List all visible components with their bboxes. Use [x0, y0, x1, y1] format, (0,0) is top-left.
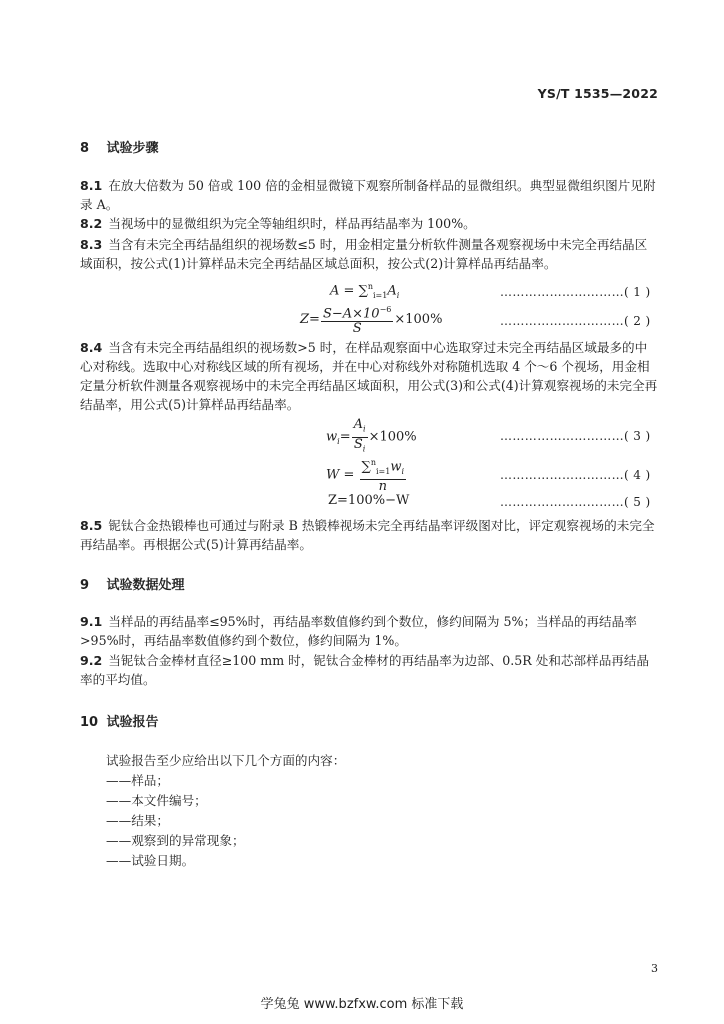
clause-text: 当含有未完全再结晶组织的视场数≤5 时，用金相定量分析软件测量各观察视场中未完全再结晶区域面积，按公式(1)计算样品未完全再结晶区域总面积，按公式(2)计算样品再结晶率。	[80, 237, 648, 271]
clause-number: 9.2	[80, 653, 103, 668]
page-number: 3	[651, 962, 658, 975]
clause-number: 9.1	[80, 614, 103, 629]
clause-8-2	[80, 214, 658, 233]
report-item: ——本文件编号；	[106, 793, 207, 808]
report-item: ——样品；	[106, 773, 169, 788]
standard-number: YS/T 1535—2022	[537, 86, 658, 101]
formula-1-leader: …………………………( 1 )	[500, 285, 651, 299]
section-8-heading	[80, 137, 159, 156]
clause-number: 8.2	[80, 216, 103, 231]
section-number: 8	[80, 141, 90, 156]
section-title: 试验步骤	[106, 141, 159, 156]
formula-3-tag: ( 3 )	[624, 429, 651, 443]
report-item: ——观察到的异常现象；	[106, 833, 245, 848]
clause-text: 当铌钛合金棒材直径≥100 mm 时，铌钛合金棒材的再结晶率为边部、0.5R 处和芯部样品再结晶率的平均值。	[80, 653, 650, 687]
clause-9-1	[80, 612, 658, 650]
report-intro: 试验报告至少应给出以下几个方面的内容：	[106, 753, 346, 768]
formula-2: Z= $\frac{S-A\times 10^{-6}}{S}$ ×100%	[300, 305, 443, 337]
clause-8-4	[80, 338, 658, 414]
formula-4-leader: …………………………( 4 )	[500, 468, 651, 482]
section-number: 9	[80, 578, 90, 593]
report-item: ——结果；	[106, 813, 169, 828]
formula-3-leader: …………………………( 3 )	[500, 429, 651, 443]
clause-number: 8.5	[80, 518, 103, 533]
section-10-heading	[80, 711, 159, 730]
fraction: $\frac{\sum^n_{i=1}w_i}{n}$	[361, 458, 405, 494]
clause-text: 铌钛合金热锻棒也可通过与附录 B 热锻棒视场未完全再结晶率评级图对比，评定观察视场的未完全再结晶率。再根据公式(5)计算再结晶率。	[80, 518, 655, 552]
fraction: $\frac{S-A\times 10^{-6}}{S}$	[322, 305, 392, 337]
clause-text: 当样品的再结晶率≤95%时，再结晶率数值修约到个数位，修约间隔为 5%；当样品的再结晶率>95%时，再结晶率数值修约到个数位，修约间隔为 1%。	[80, 614, 637, 648]
clause-text: 在放大倍数为 50 倍或 100 倍的金相显微镜下观察所制备样品的显微组织。典型显微组织图片见附录 A。	[80, 178, 656, 212]
section-9-heading	[80, 574, 185, 593]
clause-number: 8.1	[80, 178, 103, 193]
formula-4-tag: ( 4 )	[624, 468, 651, 482]
formula-3: $w_i=$ $\frac{A_i}{S_i}$ ×100%	[326, 418, 417, 456]
formula-2-tag: ( 2 )	[624, 314, 651, 328]
section-title: 试验数据处理	[106, 578, 185, 593]
section-number: 10	[80, 715, 99, 730]
clause-8-1	[80, 176, 658, 214]
formula-5-tag: ( 5 )	[624, 495, 651, 509]
formula-4: W = $\frac{\sum^n_{i=1}w_i}{n}$	[326, 458, 405, 494]
formula-5: Z=100%−W	[328, 493, 410, 508]
clause-8-5	[80, 516, 658, 554]
clause-8-3	[80, 235, 658, 273]
formula-1-tag: ( 1 )	[624, 285, 651, 299]
clause-9-2	[80, 651, 658, 689]
formula-5-leader: …………………………( 5 )	[500, 495, 651, 509]
clause-text: 当含有未完全再结晶组织的视场数>5 时，在样品观察面中心选取穿过未完全再结晶区域最多的中心对称线。选取中心对称线区域的所有视场，并在中心对称线外对称随机选取 4 个～6 个视场，用金相定量分析软件测量各观察视场中的未完全再结晶区域面积，用公式(3)和公式(4)计算观察视场的未完全再结晶率，用公式(5)计算样品再结晶率。	[80, 340, 658, 412]
fraction: $\frac{A_i}{S_i}$	[353, 417, 366, 454]
formula-2-leader: …………………………( 2 )	[500, 314, 651, 328]
section-title: 试验报告	[106, 715, 159, 730]
footer-watermark: 学兔兔 www.bzfxw.com 标准下载	[260, 997, 464, 1012]
formula-1: $A = \sum^n_{i=1}A_i$	[330, 282, 400, 300]
clause-text: 当视场中的显微组织为完全等轴组织时，样品再结晶率为 100%。	[108, 216, 476, 231]
report-item: ——试验日期。	[106, 853, 195, 868]
clause-number: 8.3	[80, 237, 103, 252]
clause-number: 8.4	[80, 340, 103, 355]
